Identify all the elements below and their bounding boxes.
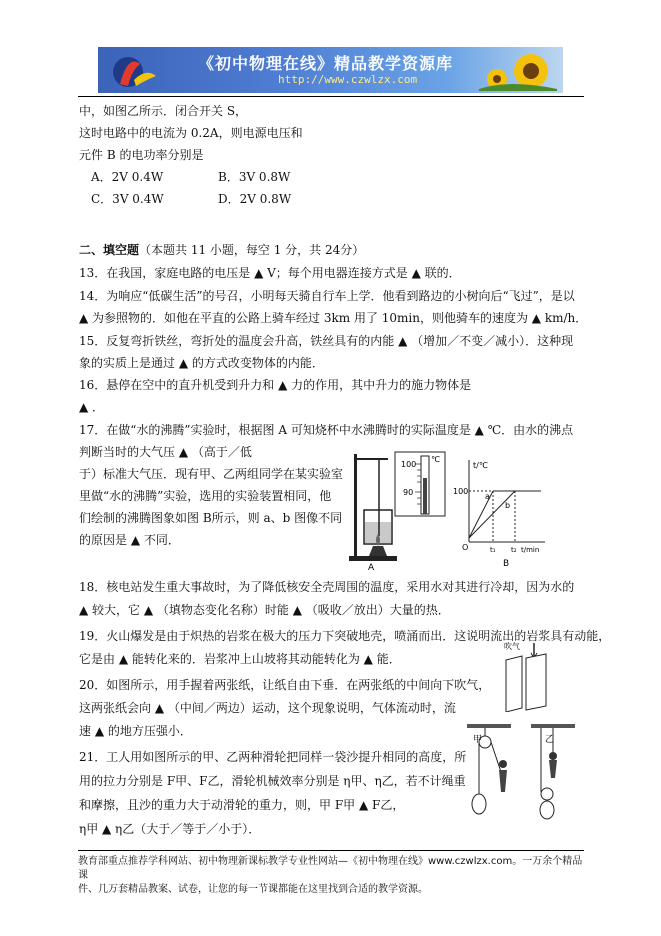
figure-20 [496, 640, 556, 712]
graph-y-label: t/℃ [473, 461, 488, 470]
q17-line6: 的原因是 ▲ 不同． [79, 533, 180, 547]
q18-line2: ▲ 较大，它 ▲ （填物态变化名称）时能 ▲ （吸收／放出）大量的热． [79, 603, 450, 617]
header-banner [98, 47, 563, 93]
curve-b-label: b [505, 501, 511, 510]
fig17-label-a: A [368, 563, 375, 572]
q-top-line2: 这时电路中的电流为 0.2A，则电源电压和 [79, 126, 303, 140]
q15-line2: 象的实质上是通过 ▲ 的方式改变物体的内能． [79, 356, 324, 370]
footer-line1: 教育部重点推荐学科网站、初中物理新课标教学专业性网站—《初中物理在线》www.czwlzx.com。一万余个精品课 [78, 856, 583, 881]
q20-line1: 20．如图所示，用手握着两张纸，让纸自由下垂．在两张纸的中间向下吹气， [79, 678, 491, 692]
q19-line1: 19．火山爆发是由于炽热的岩浆在极大的压力下突破地壳，喷涌而出．这说明流出的岩浆具有动能， [79, 629, 611, 643]
paper-left [506, 656, 522, 712]
curve-b [469, 491, 515, 538]
sunflower-icon [479, 49, 557, 91]
fig21-label-jia: 甲 [473, 735, 483, 745]
section-note: （本题共 11 小题，每空 1 分，共 24分） [139, 243, 365, 257]
q18-line1: 18．核电站发生重大事故时，为了降低核安全壳周围的温度，采用水对其进行冷却，因为水的 [79, 580, 575, 594]
thermo-100: 100 [401, 460, 417, 469]
section-heading [79, 241, 364, 258]
q13: 13．在我国，家庭电路的电压是 ▲ V；每个用电器连接方式是 ▲ 联的． [79, 266, 461, 280]
footer-rule [78, 850, 584, 851]
graph-t2: t₂ [511, 546, 517, 554]
q17-line1: 17．在做“水的沸腾”实验时，根据图 A 可知烧杯中水沸腾时的实际温度是 ▲ ℃．由水的沸点 [79, 423, 574, 437]
q17-line4: 里做“水的沸腾”实验，选用的实验装置相同，他 [79, 489, 332, 503]
header-title: 《初中物理在线》精品教学资源库 [198, 54, 454, 73]
paper-right [526, 654, 546, 710]
option-a: A．2V 0.4W [91, 170, 164, 184]
sandbag-jia [472, 794, 486, 814]
header-rule [78, 96, 584, 97]
q-top-line3: 元件 B 的电功率分别是 [79, 148, 204, 162]
q21-line4: η甲 ▲ η乙（大于／等于／小于）． [79, 822, 261, 836]
q16-line2: ▲ ． [79, 400, 105, 414]
q20-line2: 这两张纸会向 ▲ （中间／两边）运动，这个现象说明，气体流动时，流 [79, 701, 456, 715]
section-title: 二、填空题 [79, 243, 140, 257]
thermo-unit: ℃ [431, 455, 440, 464]
q17-line2: 判断当时的大气压 ▲ （高于／低 [79, 445, 252, 459]
q17-line5: 们绘制的沸腾图象如图 B所示，则 a、b 图像不同 [79, 511, 343, 525]
q21-line3: 和摩擦，且沙的重力大于动滑轮的重力，则，甲 F甲 ▲ F乙， [79, 798, 405, 812]
figure-21 [465, 722, 577, 822]
fig20-label: 吹气 [504, 642, 520, 651]
header-url[interactable]: http://www.czwlzx.com [278, 73, 418, 86]
q19-line2: 它是由 ▲ 能转化来的．岩浆冲上山坡将其动能转化为 ▲ 能． [79, 652, 401, 666]
thermo-90: 90 [403, 488, 414, 497]
q16-line1: 16．悬停在空中的直升机受到升力和 ▲ 力的作用，其中升力的施力物体是 [79, 378, 472, 392]
graph-origin: O [462, 543, 469, 552]
footer [78, 855, 584, 897]
figure-17 [345, 446, 550, 572]
q20-line3: 速 ▲ 的地方压强小． [79, 724, 192, 738]
footer-line2: 件、几万套精品教案、试卷，让您的每一节课都能在这里找到合适的教学资源。 [78, 884, 428, 895]
logo-icon [106, 50, 176, 90]
q15-line1: 15．反复弯折铁丝，弯折处的温度会升高，铁丝具有的内能 ▲ （增加／不变／减小）．这种现 [79, 334, 574, 348]
pulley-yi [541, 788, 553, 800]
q17-line3: 于）标准大气压．现有甲、乙两组同学在某实验室 [79, 467, 344, 481]
graph-t1: t₁ [490, 546, 496, 554]
option-c: C．3V 0.4W [91, 192, 164, 206]
graph-y-tick: 100 [453, 487, 469, 496]
q-top-line1: 中，如图乙所示．闭合开关 S， [79, 104, 248, 118]
fig21-label-yi: 乙 [545, 735, 555, 745]
sandbag-yi [540, 801, 554, 819]
q14-line1: 14．为响应“低碳生活”的号召，小明每天骑自行车上学．他看到路边的小树向后“飞过”，是以 [79, 289, 575, 303]
q14-line2: ▲ 为参照物的．如他在平直的公路上骑车经过 3km 用了 10min，则他骑车的速度为 ▲ km/h． [79, 311, 588, 325]
graph-x-label: t/min [521, 546, 540, 554]
q21-line1: 21．工人用如图所示的甲、乙两种滑轮把同样一袋沙提升相同的高度，所 [79, 750, 467, 764]
option-b: B．3V 0.8W [218, 170, 291, 184]
curve-a-label: a [485, 492, 490, 501]
stand-rod [354, 454, 357, 558]
q21-line2: 用的拉力分别是 F甲、F乙，滑轮机械效率分别是 η甲、η乙，若不计绳重 [79, 774, 466, 788]
option-d: D．2V 0.8W [218, 192, 292, 206]
fig17-label-b: B [503, 559, 510, 569]
